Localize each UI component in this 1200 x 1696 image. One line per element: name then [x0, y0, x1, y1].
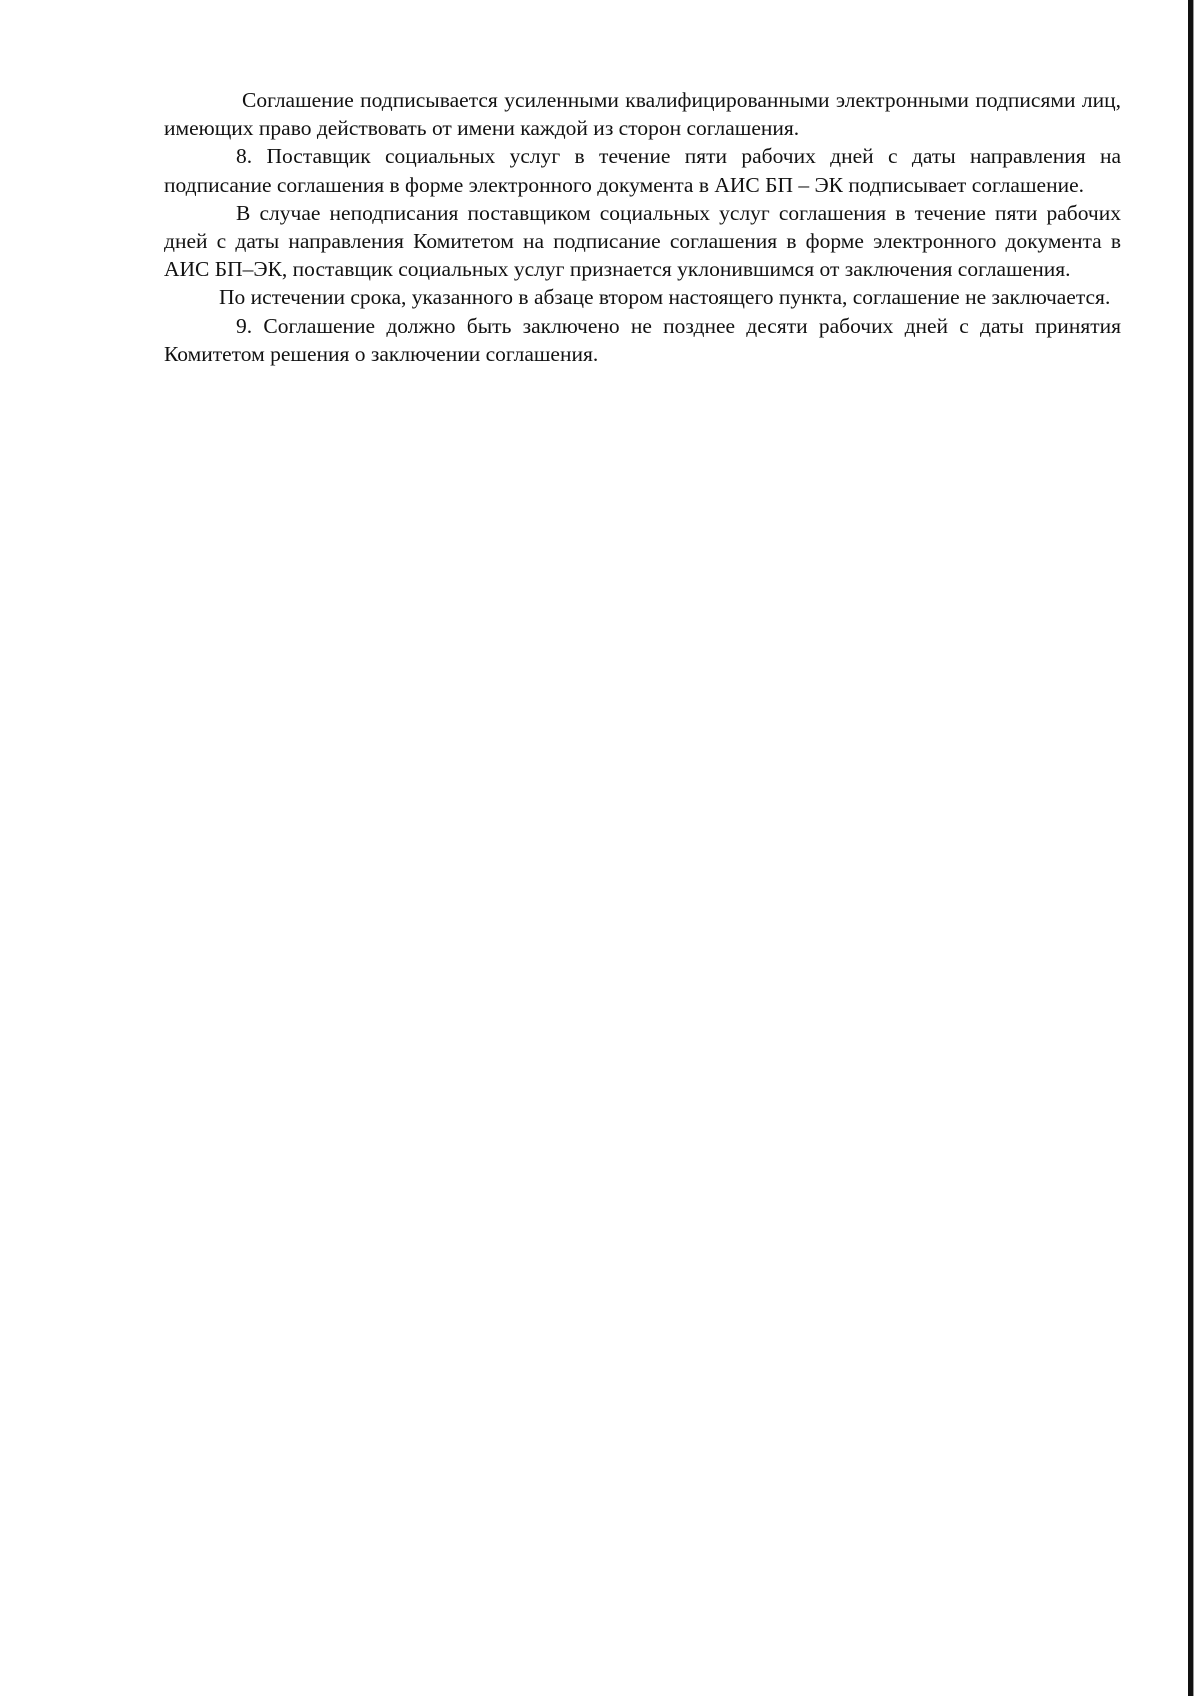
- paragraph-deadline-expiry: По истечении срока, указанного в абзаце втором настоящего пункта, соглашение не заключается.: [219, 285, 1111, 310]
- paragraph-non-signing: В случае неподписания поставщиком социальных услуг соглашения в течение пяти рабочих дней с даты направления Комитетом на подписание соглашения в форме электронного документа в АИС БП–ЭК, поставщик социальных услуг признается уклонившимся от заключения соглашения.: [164, 200, 1121, 282]
- paragraph-item-9: 9. Соглашение должно быть заключено не позднее десяти рабочих дней с даты принятия Комитетом решения о заключении соглашения.: [164, 313, 1121, 366]
- paragraph-item-8: 8. Поставщик социальных услуг в течение пяти рабочих дней с даты направления на подписание соглашения в форме электронного документа в АИС БП – ЭК подписывает соглашение.: [164, 144, 1121, 197]
- paragraph-signing: Соглашение подписывается усиленными квалифицированными электронными подписями лиц, имеющих право действовать от имени каждой из сторон соглашения.: [164, 88, 1121, 141]
- scan-edge-border: [1186, 0, 1200, 1696]
- document-body: [164, 86, 1121, 368]
